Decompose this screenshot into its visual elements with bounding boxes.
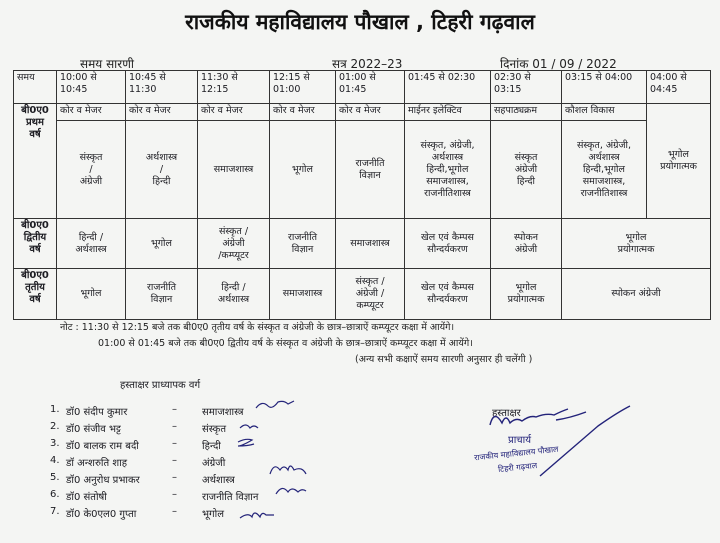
signature-mark-1 [256, 401, 294, 408]
year2-slot-2-line: भूगोल [151, 237, 172, 249]
year1-slot-7-line: अंग्रेजी [514, 163, 538, 175]
year3-slot-2-line: राजनीति [146, 282, 176, 293]
faculty-dash: – [172, 404, 177, 415]
note-line-2: 01:00 से 01:45 बजे तक बी0ए0 द्वितीय वर्ष के संस्कृत व अंग्रेजी के छात्र–छात्राऐं कम्प्यूटर कक्षा में आयेंगे। [98, 338, 473, 349]
year1-slot-2-line: / [159, 163, 164, 175]
time-slot-2-line: 11:30 [129, 84, 157, 95]
year3-slot-1-line: भूगोल [80, 288, 102, 299]
year1-slot-6-line: राजनीतिशास्त्र [424, 187, 471, 199]
year1-slot-6-line: समाजशास्त्र, [426, 175, 469, 187]
year2-label-line: वर्ष [29, 244, 41, 255]
year1-slot-1-line: / [89, 163, 93, 175]
faculty-number: 5. [50, 472, 60, 483]
year2-slot-7-line: अंग्रेजी [514, 243, 538, 255]
year1-slot-6-line: अर्थशास्त्र [431, 151, 464, 163]
faculty-subject: समाजशास्त्र [202, 407, 244, 418]
category-2-line: कोर व मेजर [129, 105, 171, 116]
faculty-name: डॉ0 बालक राम बदी [66, 441, 139, 452]
time-slot-5-line: 01:00 से [339, 72, 376, 83]
time-slot-9-line: 04:45 [650, 84, 678, 95]
principal-signature-label: हस्ताक्षर [492, 408, 521, 419]
faculty-name: डॉ0 संजीव भट्ट [66, 424, 121, 435]
year2-slot-1-line: अर्थशास्त्र [75, 243, 107, 255]
year3-slot-4-line: समाजशास्त्र [282, 288, 323, 299]
year1-slot-2-line: अर्थशास्त्र [145, 151, 178, 163]
category-1-line: कोर व मेजर [60, 105, 102, 116]
year3-slot-5-line: संस्कृत / [355, 276, 385, 287]
faculty-name: डॉ अन्शरुति शाह [66, 458, 128, 469]
year2-slot-1-line: हिन्दी / [78, 231, 104, 243]
signature-mark-3 [238, 439, 254, 446]
faculty-name: डॉ0 के0एल0 गुप्ता [66, 509, 137, 520]
category-4-line: कोर व मेजर [273, 105, 315, 116]
year1-slot-6-line: संस्कृत, अंग्रेजी, [420, 139, 475, 151]
year2-slot-3-line: अंग्रेजी [222, 237, 245, 249]
signature-mark-4 [270, 466, 306, 494]
faculty-dash: – [172, 438, 177, 449]
faculty-number: 3. [50, 438, 60, 449]
faculty-dash: – [172, 421, 177, 432]
faculty-subject: अर्थशास्त्र [202, 475, 235, 486]
year3-label-line: वर्ष [29, 294, 41, 305]
year1-slot-9-line: प्रयोगात्मक [660, 161, 697, 172]
category-7-line: सहपाठ्यक्रम [494, 105, 538, 116]
year1-slot-7-line: हिन्दी [517, 175, 535, 187]
date-label: दिनांक 01 / 09 / 2022 [500, 57, 617, 71]
year3-slot-2-line: विज्ञान [150, 294, 173, 305]
year2-slot-4-line: विज्ञान [291, 243, 314, 255]
year1-label-line: प्रथम [25, 117, 45, 128]
year3-slot-6-line: खेल एवं कैम्पस [421, 282, 474, 293]
faculty-dash: – [172, 455, 177, 466]
year1-slot-8-line: समाजशास्त्र, [582, 175, 626, 187]
year3-slot-8-line: स्पोकन अंग्रेजी [611, 288, 661, 299]
faculty-number: 7. [50, 506, 60, 517]
note-line-3: (अन्य सभी कक्षाऐं समय सारणी अनुसार ही चलेंगी ) [355, 354, 533, 365]
page-title: राजकीय महाविद्यालय पौखाल , टिहरी गढ़वाल [185, 10, 535, 34]
time-slot-4-line: 12:15 से [273, 72, 310, 83]
time-slot-9-line: 04:00 से [650, 72, 687, 83]
time-slot-6-line: 01:45 से 02:30 [408, 72, 476, 83]
year2-slot-7-line: स्पोकन [513, 231, 539, 243]
time-slot-7-line: 03:15 [494, 84, 522, 95]
year1-slot-2-line: हिन्दी [152, 175, 171, 187]
year2-slot-6-line: खेल एवं कैम्पस [421, 231, 474, 243]
faculty-dash: – [172, 472, 177, 483]
faculty-number: 4. [50, 455, 60, 466]
year2-slot-3-line: /कम्प्यूटर [218, 249, 249, 261]
category-3-line: कोर व मेजर [201, 105, 243, 116]
time-slot-4-line: 01:00 [273, 84, 301, 95]
year1-slot-4-line: भूगोल [292, 163, 313, 175]
year3-slot-5-line: अंग्रेजी / [355, 288, 385, 299]
year1-slot-5-line: राजनीति [355, 157, 385, 169]
time-slot-7-line: 02:30 से [494, 72, 531, 83]
faculty-signature-marks [238, 401, 306, 518]
category-5-line: कोर व मेजर [339, 105, 381, 116]
year1-slot-8-line: हिन्दी,भूगोल [583, 163, 625, 175]
year2-slot-8-line: प्रयोगात्मक [617, 243, 655, 255]
faculty-subject: हिन्दी [202, 441, 221, 452]
time-slot-1-line: 10:45 [60, 84, 88, 95]
year2-label-line: द्वितीय [23, 232, 47, 243]
year1-slot-3-line: समाजशास्त्र [213, 163, 254, 175]
faculty-name: डॉ0 संदीप कुमार [66, 407, 128, 418]
time-slot-3-line: 11:30 से [201, 72, 238, 83]
signature-mark-2 [240, 425, 258, 428]
year1-label-line: बी0ए0 [21, 105, 49, 116]
time-slot-5-line: 01:45 [339, 84, 367, 95]
faculty-dash: – [172, 506, 177, 517]
college-seal-line-2: टिहरी गढ़वाल [497, 460, 538, 475]
year2-slot-3-line: संस्कृत / [218, 225, 249, 237]
year1-slot-8-line: संस्कृत, अंग्रेजी, [576, 139, 631, 151]
faculty-signature-heading: हस्ताक्षर प्राध्यापक वर्ग [120, 380, 201, 391]
faculty-subject: राजनीति विज्ञान [202, 492, 259, 503]
time-slot-1-line: 10:00 से [60, 72, 97, 83]
category-6-line: माईनर इलेक्टिव [408, 105, 462, 116]
year2-slot-8-line: भूगोल [625, 231, 647, 243]
time-slot-3-line: 12:15 [201, 84, 229, 95]
year2-slot-4-line: राजनीति [287, 231, 317, 243]
year3-slot-3-line: अर्थशास्त्र [217, 294, 250, 305]
year3-label-line: बी0ए0 [21, 270, 49, 281]
faculty-subject: अंग्रेजी [202, 458, 226, 469]
year1-slot-6-line: हिन्दी,भूगोल [426, 163, 469, 175]
year1-slot-1-line: अंग्रेजी [79, 175, 103, 187]
year2-label-line: बी0ए0 [21, 220, 49, 231]
faculty-name: डॉ0 अनुरोध प्रभाकर [66, 475, 140, 486]
faculty-subject: संस्कृत [202, 424, 227, 435]
note-line-1: नोट : 11:30 से 12:15 बजे तक बी0ए0 तृतीय वर्ष के संस्कृत व अंग्रेजी के छात्र–छात्राऐं कम्प्यूटर कक्षा में आयेंगे। [60, 322, 455, 333]
faculty-number: 6. [50, 489, 60, 500]
time-slot-2-line: 10:45 से [129, 72, 166, 83]
corner-cell-line: समय [17, 72, 35, 83]
year3-label-line: तृतीय [25, 282, 45, 293]
time-slot-8-line: 03:15 से 04:00 [565, 72, 633, 83]
year1-label-line: वर्ष [29, 129, 41, 140]
faculty-dash: – [172, 489, 177, 500]
year1-slot-7-line: संस्कृत [514, 151, 538, 163]
year1-slot-5-line: विज्ञान [359, 169, 381, 181]
faculty-name: डॉ0 संतोषी [66, 492, 107, 503]
schedule-label: समय सारणी [80, 57, 134, 71]
year3-slot-6-line: सौन्दर्यकरण [427, 294, 468, 305]
faculty-number: 1. [50, 404, 60, 415]
year1-slot-1-line: संस्कृत [79, 151, 103, 163]
faculty-number: 2. [50, 421, 60, 432]
session-label: सत्र 2022–23 [332, 57, 403, 71]
year3-slot-7-line: भूगोल [515, 282, 537, 293]
year2-slot-5-line: समाजशास्त्र [350, 237, 390, 249]
year1-slot-9-line: भूगोल [668, 149, 689, 160]
signature-mark-5 [240, 513, 274, 518]
year3-slot-5-line: कम्प्यूटर [356, 300, 384, 311]
principal-title: प्राचार्य [508, 435, 532, 446]
faculty-subject: भूगोल [202, 509, 225, 520]
year3-slot-7-line: प्रयोगात्मक [507, 294, 545, 305]
year2-slot-6-line: सौन्दर्यकरण [427, 243, 468, 255]
year3-slot-3-line: हिन्दी / [221, 282, 246, 293]
year1-slot-8-line: अर्थशास्त्र [588, 151, 620, 163]
year1-slot-8-line: राजनीतिशास्त्र [580, 187, 628, 199]
college-seal-line-1: राजकीय महाविद्यालय पौखाल [473, 444, 559, 463]
category-8-line: कौशल विकास [565, 105, 615, 116]
